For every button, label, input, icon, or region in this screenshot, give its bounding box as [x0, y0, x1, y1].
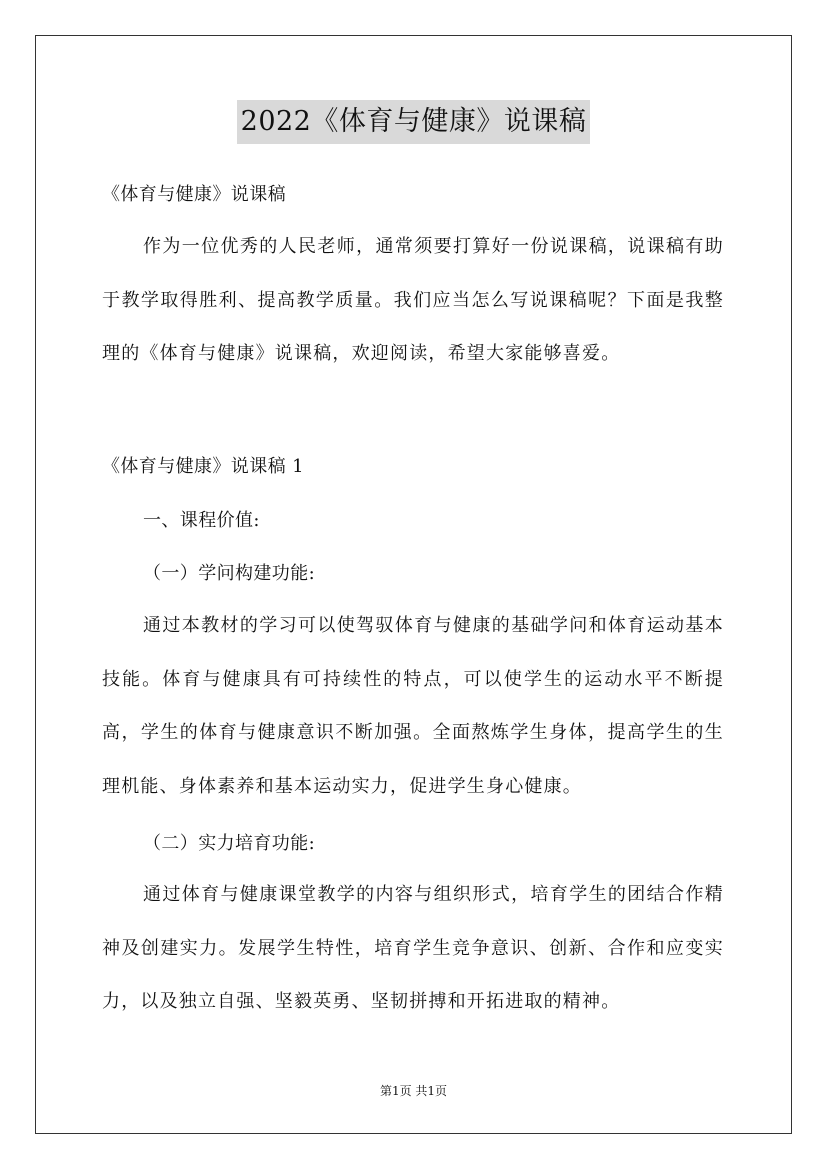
document-title: 2022《体育与健康》说课稿: [237, 100, 591, 144]
page-footer: 第1页 共1页: [379, 1084, 448, 1098]
heading-knowledge-function: （一）学问构建功能:: [143, 563, 316, 584]
heading-course-value: 一、课程价值:: [143, 510, 260, 531]
document-title-block: [0, 100, 827, 144]
document-subtitle: 《体育与健康》说课稿: [102, 184, 286, 205]
intro-paragraph: 作为一位优秀的人民老师，通常须要打算好一份说课稿，说课稿有助于教学取得胜利、提高教学质量。我们应当怎么写说课稿呢？下面是我整理的《体育与健康》说课稿，欢迎阅读，希望大家能够喜爱。: [102, 236, 724, 365]
heading-ability-function: （二）实力培育功能:: [143, 833, 316, 854]
paragraph-knowledge: 通过本教材的学习可以使驾驭体育与健康的基础学问和体育运动基本技能。体育与健康具有可持续性的特点，可以使学生的运动水平不断提高，学生的体育与健康意识不断加强。全面熬炼学生身体，提高学生的生理机能、身体素养和基本运动实力，促进学生身心健康。: [102, 615, 724, 797]
paragraph-ability: 通过体育与健康课堂教学的内容与组织形式，培育学生的团结合作精神及创建实力。发展学生特性，培育学生竞争意识、创新、合作和应变实力，以及独立自强、坚毅英勇、坚韧拼搏和开拓进取的精神。: [102, 884, 724, 1013]
section-heading: 《体育与健康》说课稿 1: [102, 456, 304, 477]
